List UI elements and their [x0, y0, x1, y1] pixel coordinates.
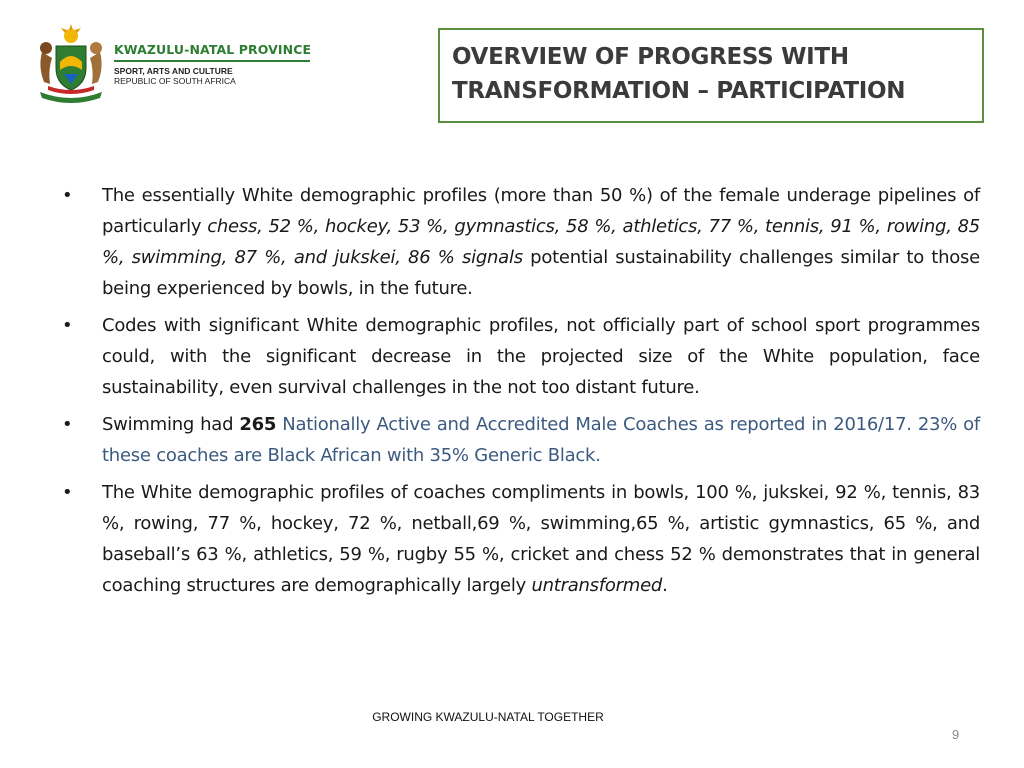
coat-of-arms-icon — [34, 22, 108, 106]
bullet-item — [62, 409, 980, 471]
logo-republic: REPUBLIC OF SOUTH AFRICA — [114, 76, 236, 86]
logo-department: SPORT, ARTS AND CULTURE — [114, 66, 233, 76]
bullet-dot: • — [62, 185, 73, 206]
logo-province-name: KWAZULU-NATAL PROVINCE — [114, 42, 312, 57]
bullet-item — [62, 477, 980, 601]
bullet-list — [62, 180, 980, 607]
page-number: 9 — [952, 727, 960, 742]
bullet-text: The White demographic profiles of coaches compliments in bowls, 100 %, jukskei, 92 %, tennis, 83 %, rowing, 77 %, hockey, 72 %, netball,69 %, swimming,65 %, artistic gymnastics, 65 %, and baseball’s 63 %, athletics, 59 %, rugby 55 %, cricket and chess 52 % demonstrates that in general coaching structures are demographically largely untransformed. — [102, 482, 980, 596]
bullet-text: The essentially White demographic profiles (more than 50 %) of the female underage pipelines of particularly chess, 52 %, hockey, 53 %, gymnastics, 58 %, athletics, 77 %, tennis, 91 %, rowing, 85 %, swimming, 87 %, and jukskei, 86 % signals potential sustainability challenges similar to those being experienced by bowls, in the future. — [102, 185, 980, 299]
bullet-item — [62, 180, 980, 304]
slide-title-line-2: TRANSFORMATION – PARTICIPATION — [452, 78, 906, 104]
slide-title-line-1: OVERVIEW OF PROGRESS WITH — [452, 44, 849, 70]
bullet-dot: • — [62, 482, 73, 503]
bullet-dot: • — [62, 414, 73, 435]
bullet-dot: • — [62, 315, 73, 336]
footer-slogan: GROWING KWAZULU-NATAL TOGETHER — [372, 710, 604, 724]
bullet-item — [62, 310, 980, 403]
slide-title-box — [438, 28, 984, 123]
logo — [34, 22, 311, 106]
bullet-text: Codes with significant White demographic profiles, not officially part of school sport programmes could, with the significant decrease in the projected size of the White population, face sustainability, even survival challenges in the not too distant future. — [102, 315, 980, 398]
bullet-text: Swimming had 265 Nationally Active and Accredited Male Coaches as reported in 2016/17. 23% of these coaches are Black African with 35% Generic Black. — [102, 414, 981, 466]
logo-divider — [114, 60, 310, 62]
